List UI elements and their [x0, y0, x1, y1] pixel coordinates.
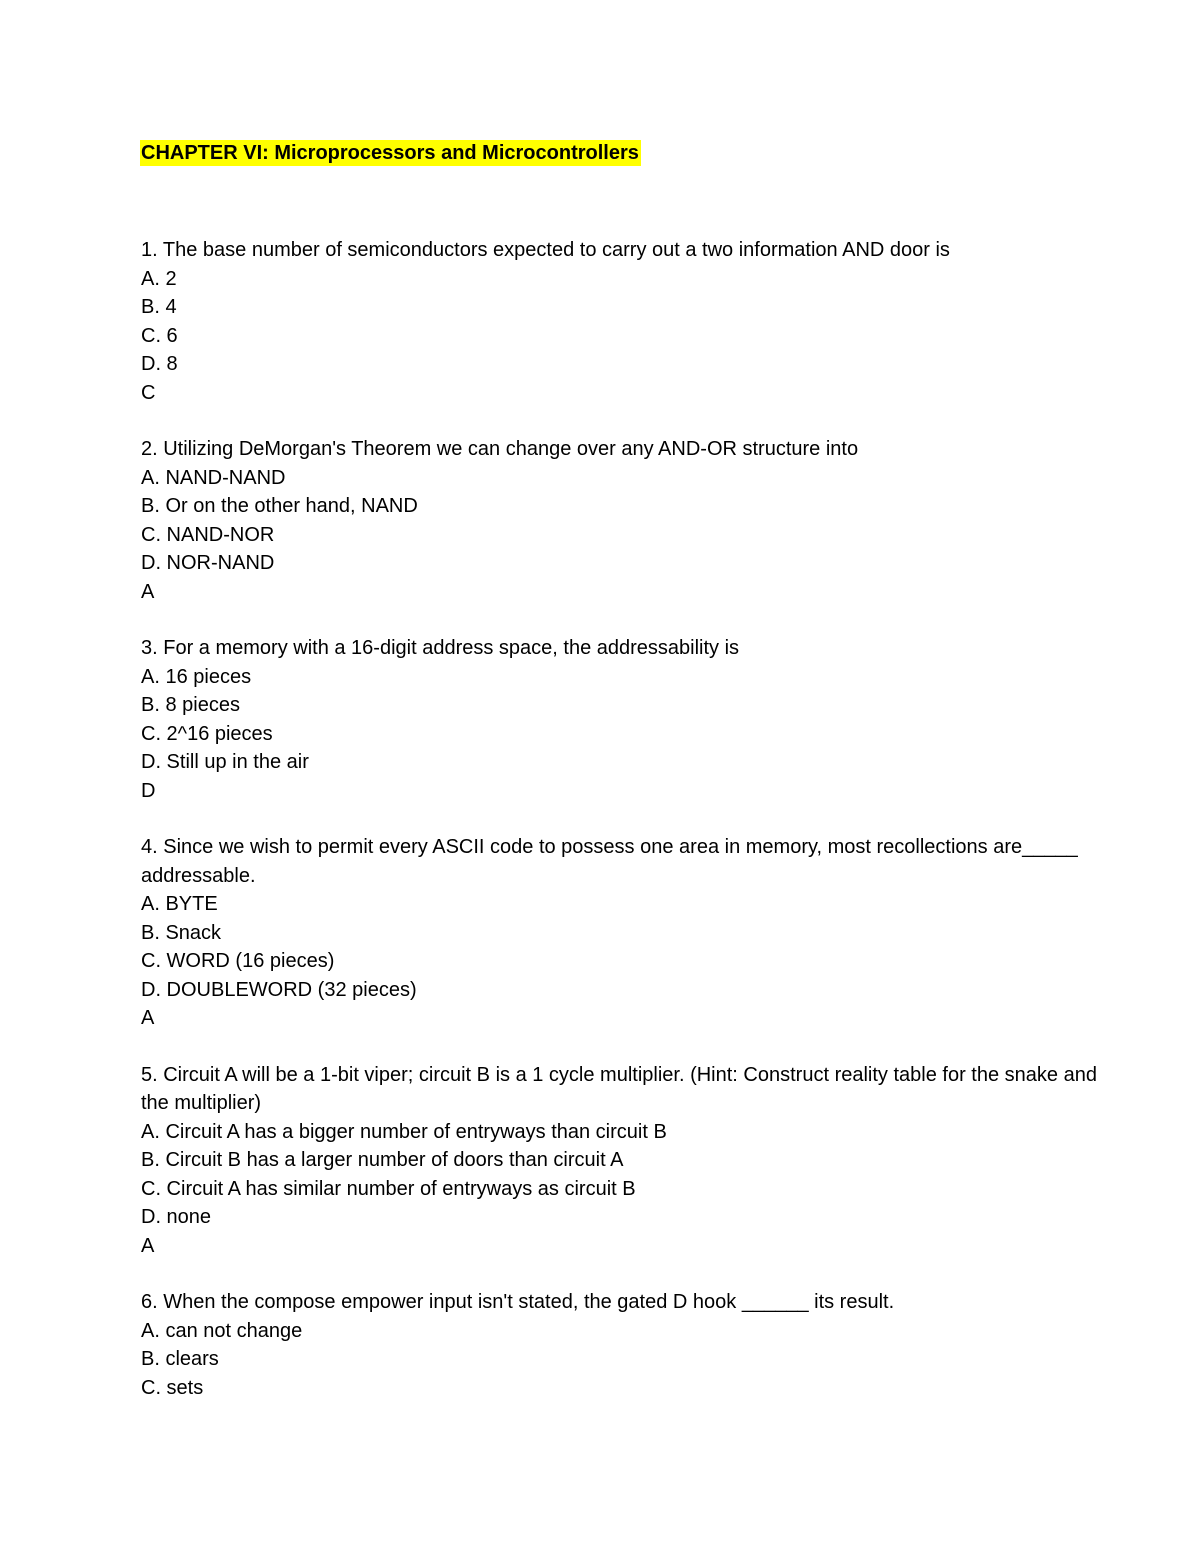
answer-option: B. Snack [141, 921, 222, 944]
answer-option: D. NOR-NAND [141, 552, 275, 574]
answer-option: B. 4 [141, 296, 177, 318]
question-stem: 4. Since we wish to permit every ASCII code to possess one area in memory, most recollections are_____ addressable. [141, 836, 1078, 887]
answer-option: D. 8 [141, 353, 178, 375]
correct-answer: A [141, 1234, 155, 1257]
answer-option: C. Circuit A has similar number of entryways as circuit B [141, 1177, 636, 1200]
question-stem: 1. The base number of semiconductors expected to carry out a two information AND door is [141, 239, 950, 261]
question-stem: 3. For a memory with a 16-digit address space, the addressability is [141, 637, 740, 659]
answer-option: C. 6 [141, 324, 178, 347]
answer-option: C. 2^16 pieces [141, 722, 273, 745]
question-item [141, 833, 1101, 1033]
answer-option: D. DOUBLEWORD (32 pieces) [141, 978, 417, 1001]
answer-option: A. BYTE [141, 893, 218, 915]
answer-option: B. 8 pieces [141, 694, 240, 716]
answer-option: A. Circuit A has a bigger number of entryways than circuit B [141, 1120, 667, 1143]
answer-option: A. NAND-NAND [141, 466, 286, 489]
correct-answer: C [141, 381, 156, 404]
answer-option: D. Still up in the air [141, 751, 309, 773]
question-item [141, 435, 1101, 606]
question-stem: 2. Utilizing DeMorgan's Theorem we can change over any AND-OR structure into [141, 438, 859, 460]
answer-option: A. 2 [141, 267, 177, 290]
question-item [141, 1288, 1101, 1402]
question-item [141, 1061, 1101, 1261]
question-item [141, 236, 1101, 407]
question-item [141, 634, 1101, 805]
chapter-title: CHAPTER VI: Microprocessors and Microcontrollers [141, 142, 639, 164]
correct-answer: A [141, 1007, 155, 1029]
answer-option: C. NAND-NOR [141, 523, 275, 546]
answer-option: D. none [141, 1206, 212, 1228]
document-body [141, 140, 1101, 1430]
question-stem: 6. When the compose empower input isn't stated, the gated D hook ______ its result. [141, 1291, 895, 1313]
answer-option: A. 16 pieces [141, 665, 252, 688]
answer-option: A. can not change [141, 1319, 303, 1342]
answer-option: B. Or on the other hand, NAND [141, 495, 418, 517]
answer-option: B. Circuit B has a larger number of doors than circuit A [141, 1149, 624, 1171]
answer-option: C. WORD (16 pieces) [141, 950, 335, 972]
correct-answer: A [141, 580, 155, 603]
correct-answer: D [141, 779, 156, 802]
question-stem: 5. Circuit A will be a 1-bit viper; circuit B is a 1 cycle multiplier. (Hint: Construct reality table for the snake and the multiplier) [141, 1063, 1097, 1114]
answer-option: C. sets [141, 1376, 204, 1399]
answer-option: B. clears [141, 1348, 219, 1370]
